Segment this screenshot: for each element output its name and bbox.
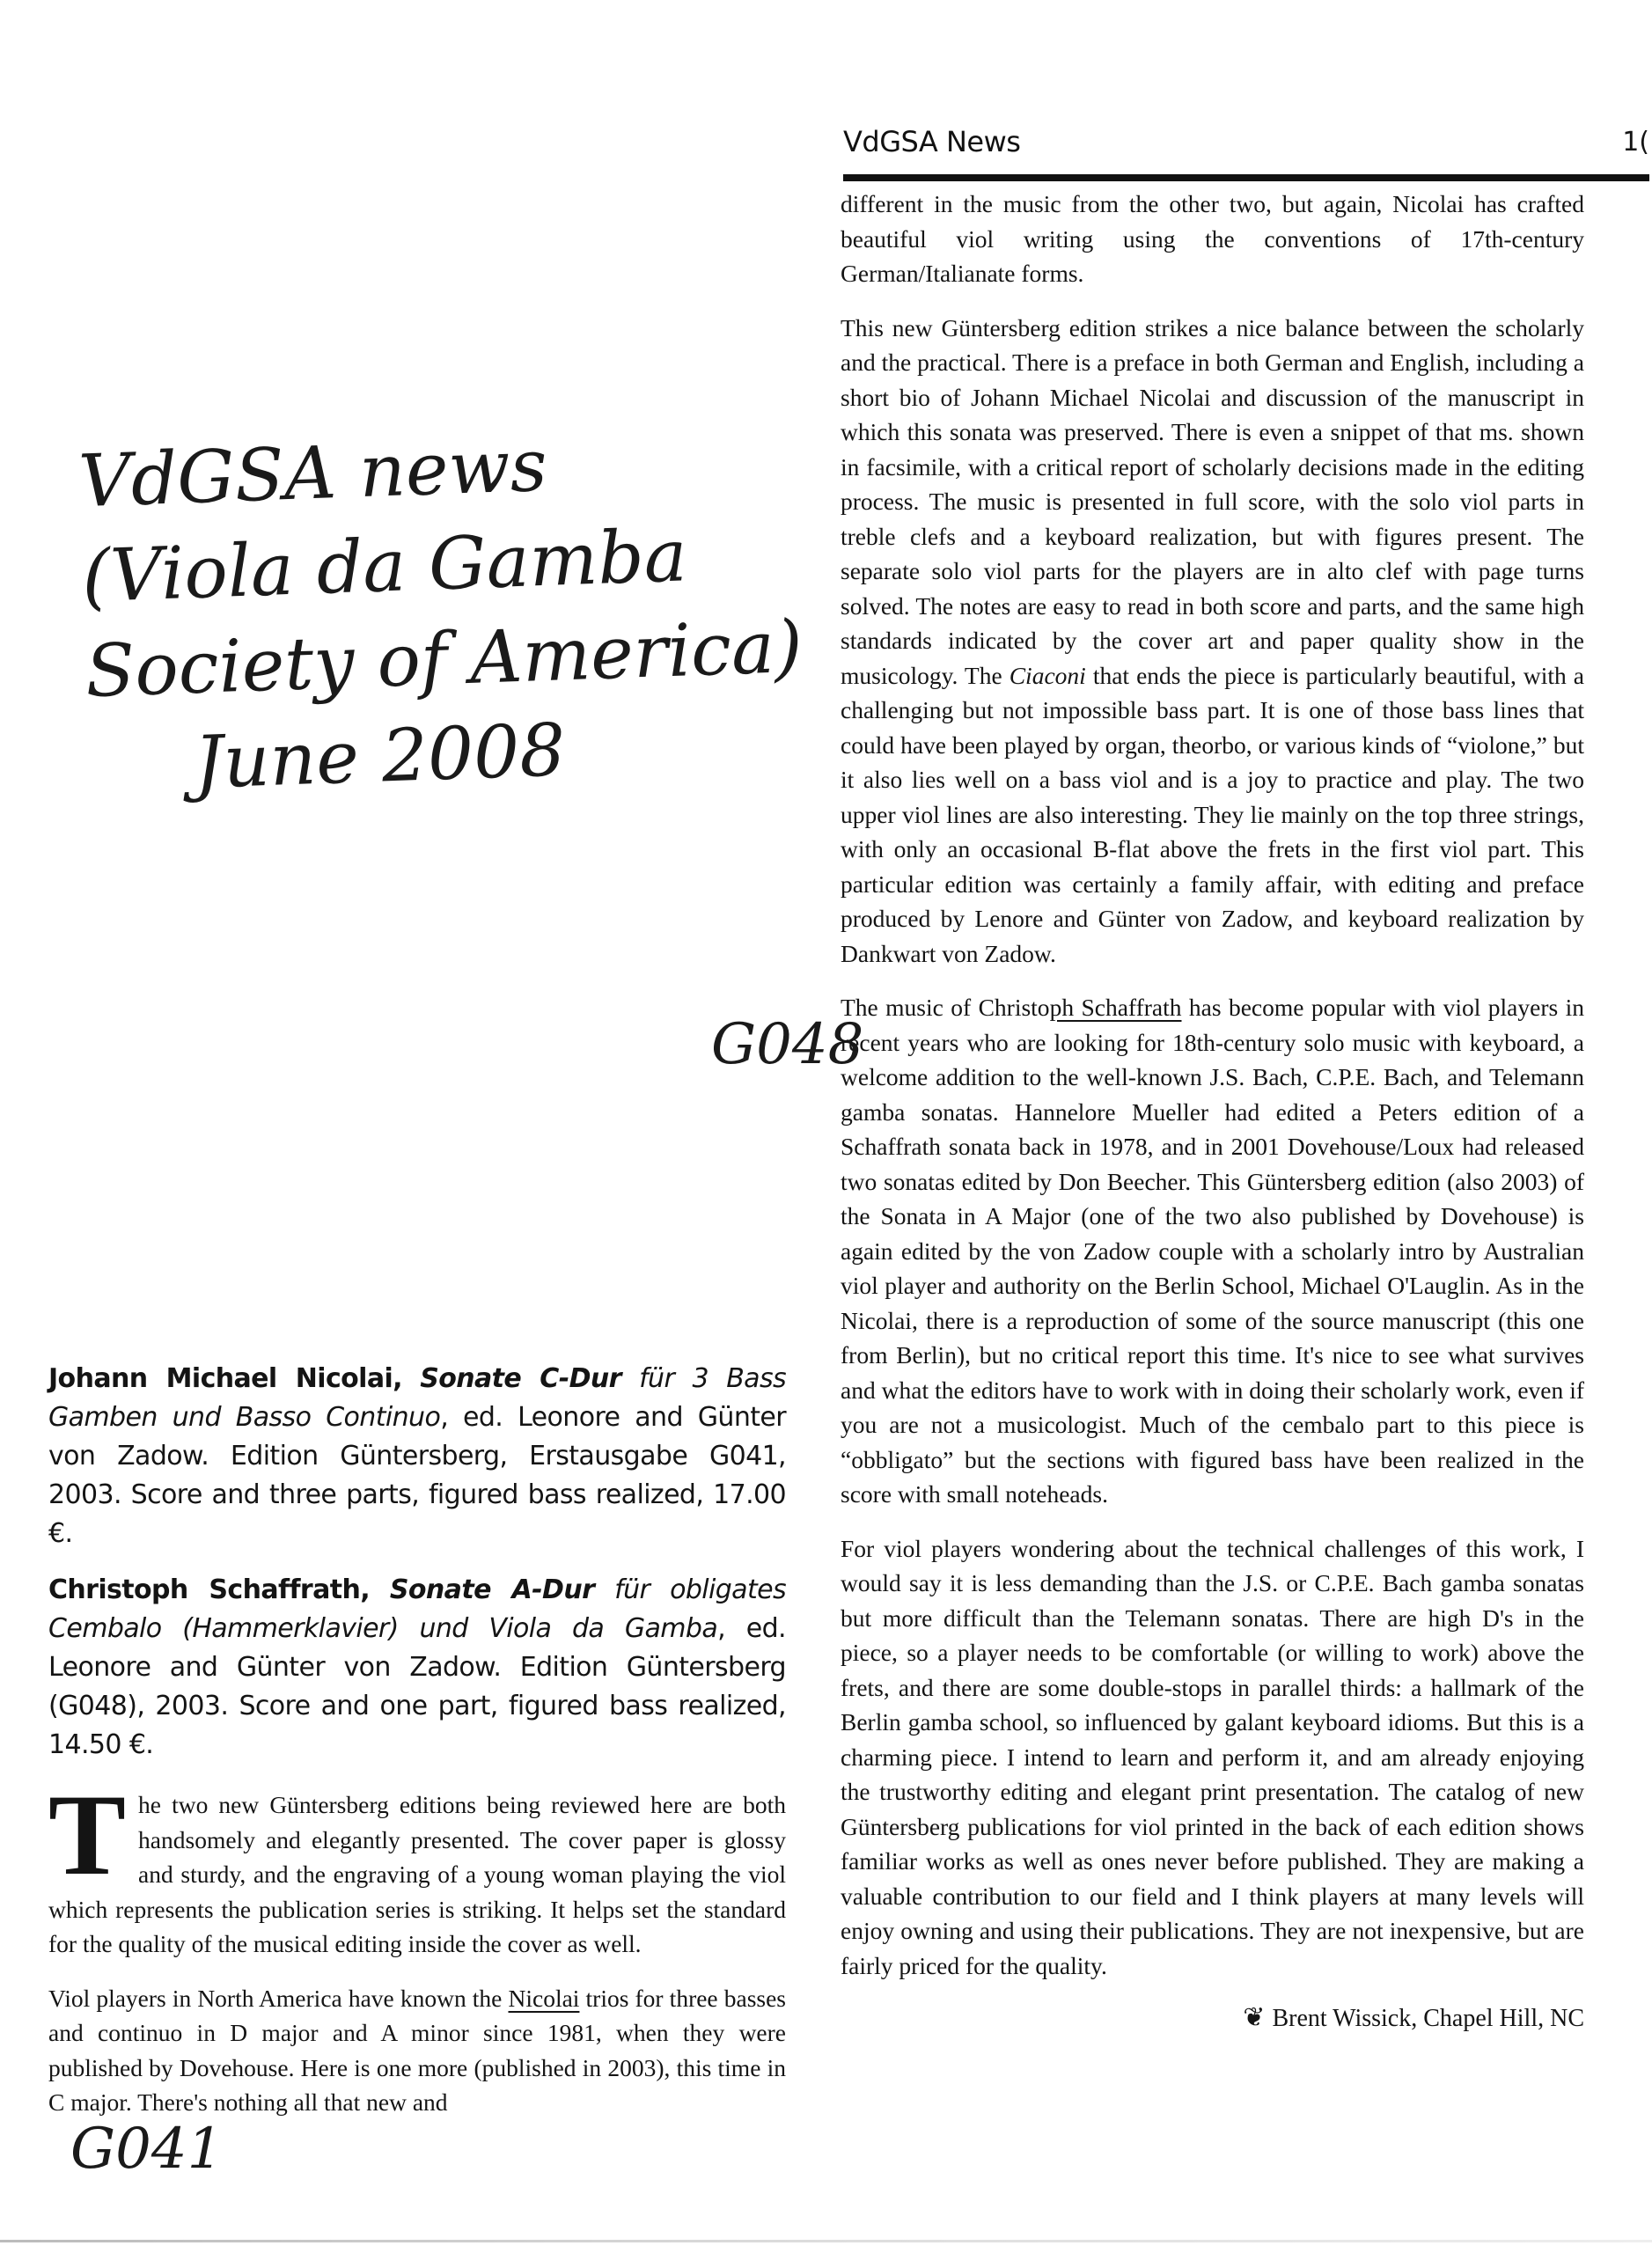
body-paragraph: [48, 1981, 786, 2120]
running-header: [843, 125, 1652, 158]
entry-title: Sonate A-Dur: [389, 1574, 595, 1605]
text-run: that ends the piece is particularly beautiful, with a challenging but not impossible bass part. It is one of those bass lines that could have been played by organ, theorbo, or various kinds of “violone,” but it also lies well on a bass viol and is a joy to practice and play. The two upper viol lines are also interesting. They lie mainly on the top three strings, with only an occasional B-flat above the frets in the first viol part. This particular edition was certainly a family affair, with editing and preface produced by Lenore and Günter von Zadow, and keyboard realization by Dankwart von Zadow.: [841, 661, 1584, 967]
text-run: This new Güntersberg edition strikes a nice balance between the scholarly and the practical. There is a preface in both German and English, including a short bio of Johann Michael Nicolai and discussion of the manuscript in which this sonata was preserved. There is even a snippet of that ms. shown in facsimile, with a critical report of scholarly decisions made in the editing process. The music is presented in full score, with the solo viol parts in treble clefs and a keyboard realization, but with figures present. The separate solo viol parts for the players are in alto clef with page turns solved. The notes are easy to read in both score and parts, and the same high standards indicated by the cover art and paper quality show in the musicology. The: [841, 313, 1584, 689]
handwritten-source-note: [77, 410, 808, 815]
left-column: [48, 1360, 786, 2139]
entry-subtitle: für 3 Bass Gamben und Basso Continuo: [48, 1363, 787, 1433]
body-paragraph: For viol players wondering about the technical challenges of this work, I would say it is less demanding than the J.S. or C.P.E. Bach gamba sonatas but more difficult than the Telemann sonatas. There are high D's in the piece, so a player needs to be comfortable (or willing to work) above the frets, and there are some double-stops in parallel thirds: a hallmark of the Berlin gamba school, so influenced by galant keyboard idioms. But this is a charming piece. I intend to learn and perform it, and am already enjoying the trustworthy editing and elegant print presentation. The catalog of new Güntersberg publications for viol printed in the back of each edition shows familiar works as well as ones never before published. They are making a valuable contribution to our field and I think players at many levels will enjoy owning and using their publications. They are not inexpensive, but are fairly priced for the quality.: [841, 1534, 1584, 1979]
entry-author: Christoph Schaffrath,: [48, 1574, 371, 1605]
page-edge-shadow: [0, 2240, 1652, 2242]
entry-author: Johann Michael Nicolai,: [48, 1363, 402, 1394]
body-paragraph: [841, 311, 1584, 972]
handwritten-line: June 2008: [193, 708, 567, 805]
intro-paragraph: [48, 1770, 786, 1962]
right-column: [841, 187, 1584, 2033]
handwritten-underline: ph Schaffrath: [1049, 994, 1182, 1021]
reviewer-signoff: [841, 2002, 1584, 2033]
publication-title: VdGSA News: [843, 125, 1021, 158]
handwritten-line: Society of America): [84, 605, 804, 715]
text-run: has become popular with viol players in recent years who are looking for 18th-century solo music with keyboard, a welcome addition to the well-known J.S. Bach, C.P.E. Bach, and Telemann gamba sonatas. Hannelore Mueller had edited a Peters edition of a Schaffrath sonata back in 1978, and in 2001 Dovehouse/Loux had released two sonatas edited by Don Beecher. This Güntersberg edition (also 2003) of the Sonata in A Major (one of the two also published by Dovehouse) is again edited by the von Zadow couple with a scholarly intro by Australian viol player and authority on the Berlin School, Michael O'Lauglin. As in the Nicolai, there is a reproduction of some of the source manuscript (this one from Berlin), but no critical report this time. It's nice to see what survives and what the editors have to work with in doing their scholarly work, even if you are not a musicologist. Much of the cembalo part to this piece is “obbligato” but the sections with figured bass have been realized in the score with small noteheads.: [841, 994, 1584, 1508]
handwritten-line: VdGSA news: [77, 423, 549, 525]
entry-title: Sonate C-Dur: [420, 1363, 621, 1394]
italic-term: Ciaconi: [1009, 661, 1086, 689]
drop-cap: T: [48, 1770, 127, 1899]
handwritten-g048: G048: [711, 1012, 864, 1077]
body-paragraph: [841, 990, 1584, 1512]
review-entry-nicolai: [48, 1360, 786, 1553]
text-run: The music of Christo: [841, 994, 1050, 1021]
entry-details: , ed. Leonore and Günter von Zadow. Edition Güntersberg, Erstausgabe G041, 2003. Score and three parts, figured bass realized, 17.00 €.: [48, 1402, 786, 1549]
handwritten-line: (Viola da Gamba: [80, 514, 689, 620]
handwritten-underline: Nicolai: [508, 1984, 580, 2012]
text-run: Viol players in North America have known the: [48, 1984, 509, 2012]
intro-text: he two new Güntersberg editions being reviewed here are both handsomely and elegantly presented. The cover paper is glossy and sturdy, and the engraving of a young woman playing the viol which represents the publication series is striking. It helps set the standard for the quality of the musical editing inside the cover as well.: [48, 1791, 786, 1957]
review-entry-schaffrath: [48, 1571, 786, 1765]
entry-details: , ed. Leonore and Günter von Zadow. Edition Güntersberg (G048), 2003. Score and one part, figured bass realized, 14.50 €.: [48, 1613, 786, 1760]
text-run: trios for three basses and continuo in D major and A minor since 1981, when they were published by Dovehouse. Here is one more (published in 2003), this time in C major. There's nothing all that new and: [48, 1984, 787, 2116]
entry-subtitle: für obligates Cembalo (Hammerklavier) und Viola da Gamba: [48, 1574, 787, 1644]
body-paragraph: different in the music from the other two, but again, Nicolai has crafted beautiful viol writing using the conventions of 17th-century German/Italianate forms.: [841, 190, 1584, 287]
header-rule: [843, 174, 1649, 181]
page-number: 1(: [1622, 127, 1649, 158]
handwritten-g041: G041: [70, 2117, 224, 2182]
reviewer-name: Brent Wissick, Chapel Hill, NC: [1272, 2005, 1584, 2032]
fleuron-icon: ❦: [1243, 2003, 1266, 2032]
